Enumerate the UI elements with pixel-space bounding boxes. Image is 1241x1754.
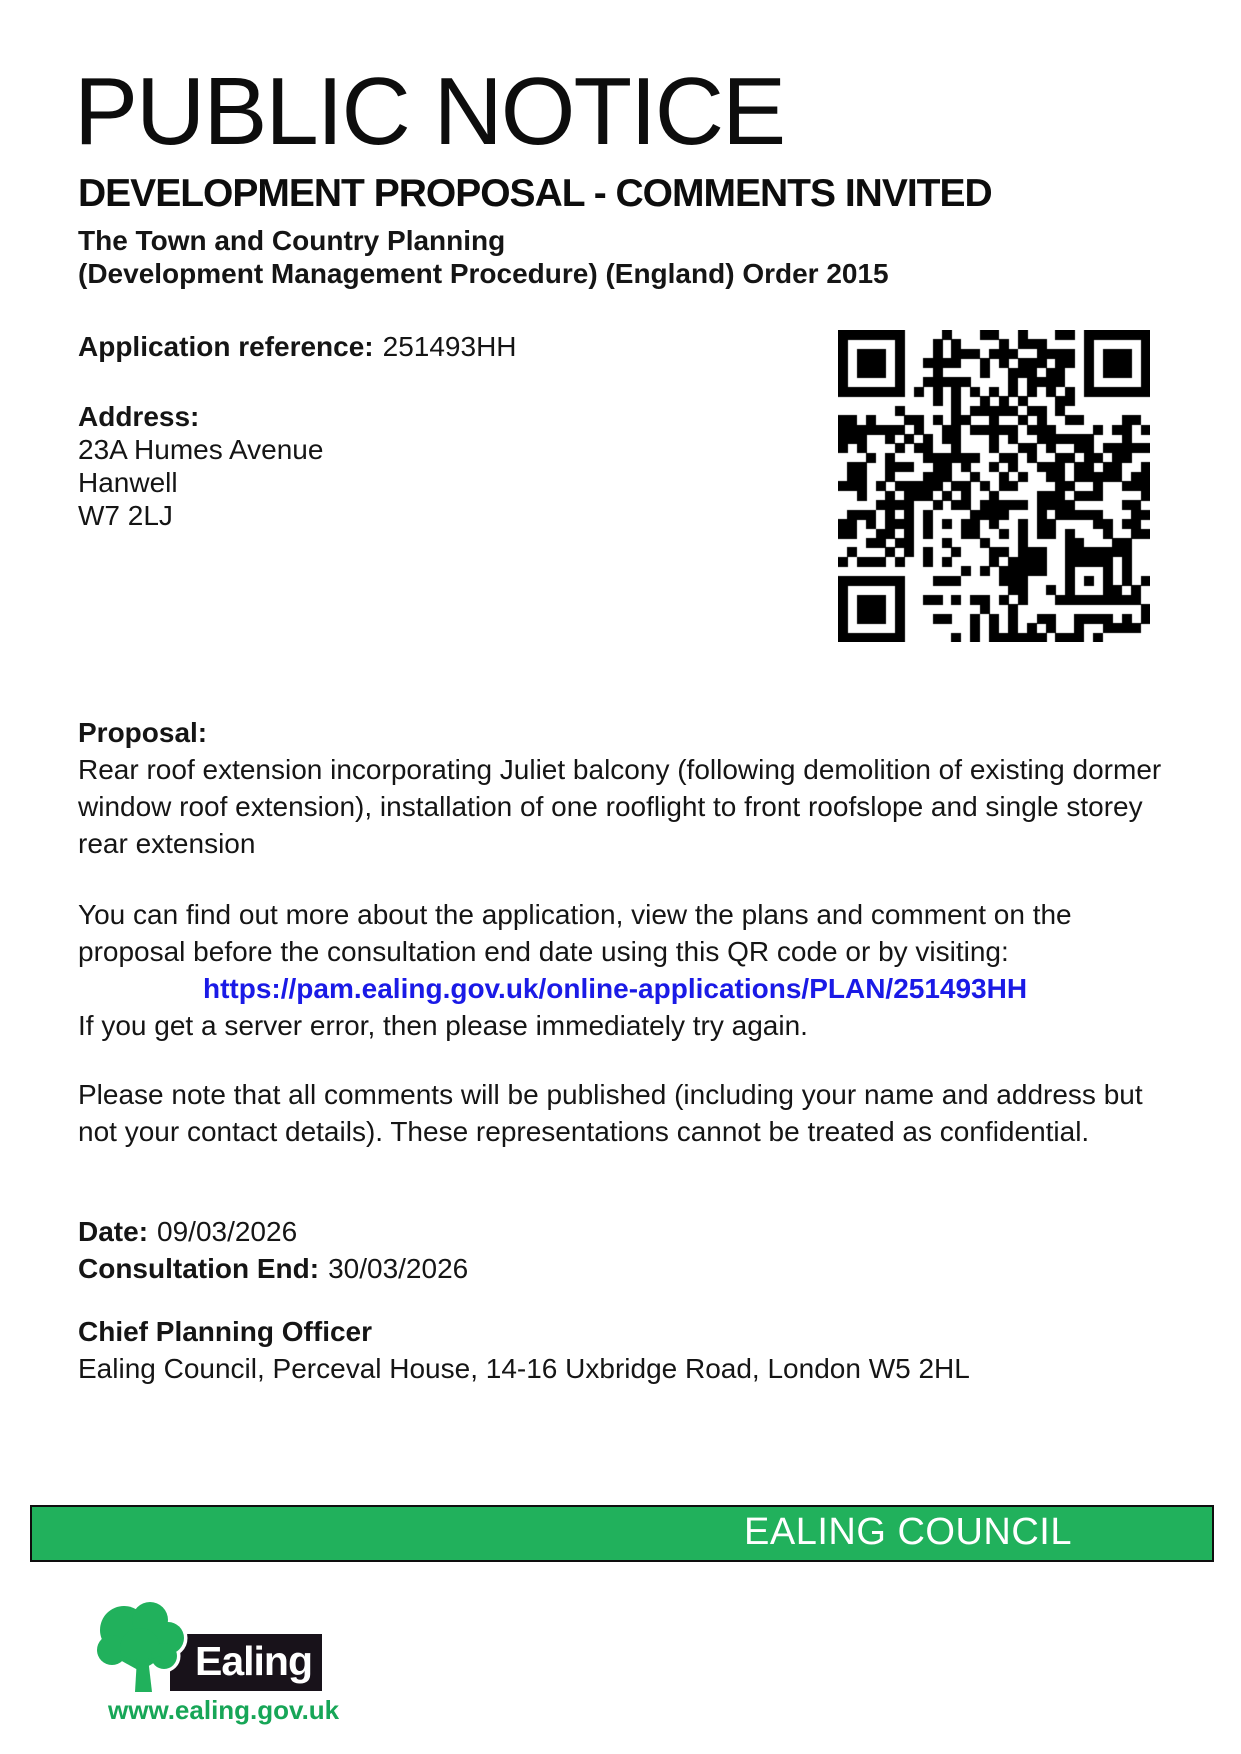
application-reference-row [78,330,517,363]
date-value: 09/03/2026 [157,1216,298,1247]
officer-title: Chief Planning Officer [78,1316,373,1347]
address-line-2: Hanwell [78,467,178,498]
proposal-text: Rear roof extension incorporating Juliet balcony (following demolition of existing dormer window roof extension), installation of one rooflight to front roofslope and single storey rear extension [78,754,1162,859]
proposal-label: Proposal: [78,717,208,748]
tree-icon [90,1600,200,1700]
proposal-block [78,714,1176,862]
application-reference-label: Application reference: [78,331,374,362]
legislation-line-1: The Town and Country Planning [78,225,506,256]
officer-block [78,1313,970,1387]
how-to-comment-text: You can find out more about the application, view the plans and comment on the proposal before the consultation end date using this QR code or by visiting: [78,899,1072,967]
application-url-link[interactable]: https://pam.ealing.gov.uk/online-applications/PLAN/251493HH [203,973,1028,1004]
server-error-note: If you get a server error, then please immediately try again. [78,1010,808,1041]
application-url-line [78,970,1178,1007]
application-reference-value: 251493HH [382,331,517,362]
how-to-comment-block [78,896,1178,1044]
address-block [78,400,323,532]
consultation-end-row [78,1250,468,1287]
page-title: PUBLIC NOTICE [74,58,785,165]
legislation-reference [78,224,889,290]
qr-code-image [838,330,1150,642]
address-line-3: W7 2LJ [78,500,173,531]
officer-address: Ealing Council, Perceval House, 14-16 Uxbridge Road, London W5 2HL [78,1353,970,1384]
address-line-1: 23A Humes Avenue [78,434,324,465]
consultation-end-label: Consultation End: [78,1253,320,1284]
logo-website-text: www.ealing.gov.uk [108,1695,340,1725]
ealing-council-logo [90,1600,340,1725]
consultation-end-value: 30/03/2026 [328,1253,469,1284]
date-row [78,1213,468,1250]
dates-block [78,1213,468,1287]
privacy-note: Please note that all comments will be published (including your name and address but not your contact details). These representations cannot be treated as confidential. [78,1079,1143,1147]
notice-subtitle: DEVELOPMENT PROPOSAL - COMMENTS INVITED [78,172,992,215]
logo-wordmark: Ealing [170,1634,322,1691]
council-banner: EALING COUNCIL [30,1505,1214,1562]
address-label: Address: [78,401,200,432]
qr-code [838,330,1150,642]
date-label: Date: [78,1216,149,1247]
legislation-line-2: (Development Management Procedure) (England) Order 2015 [78,258,889,289]
